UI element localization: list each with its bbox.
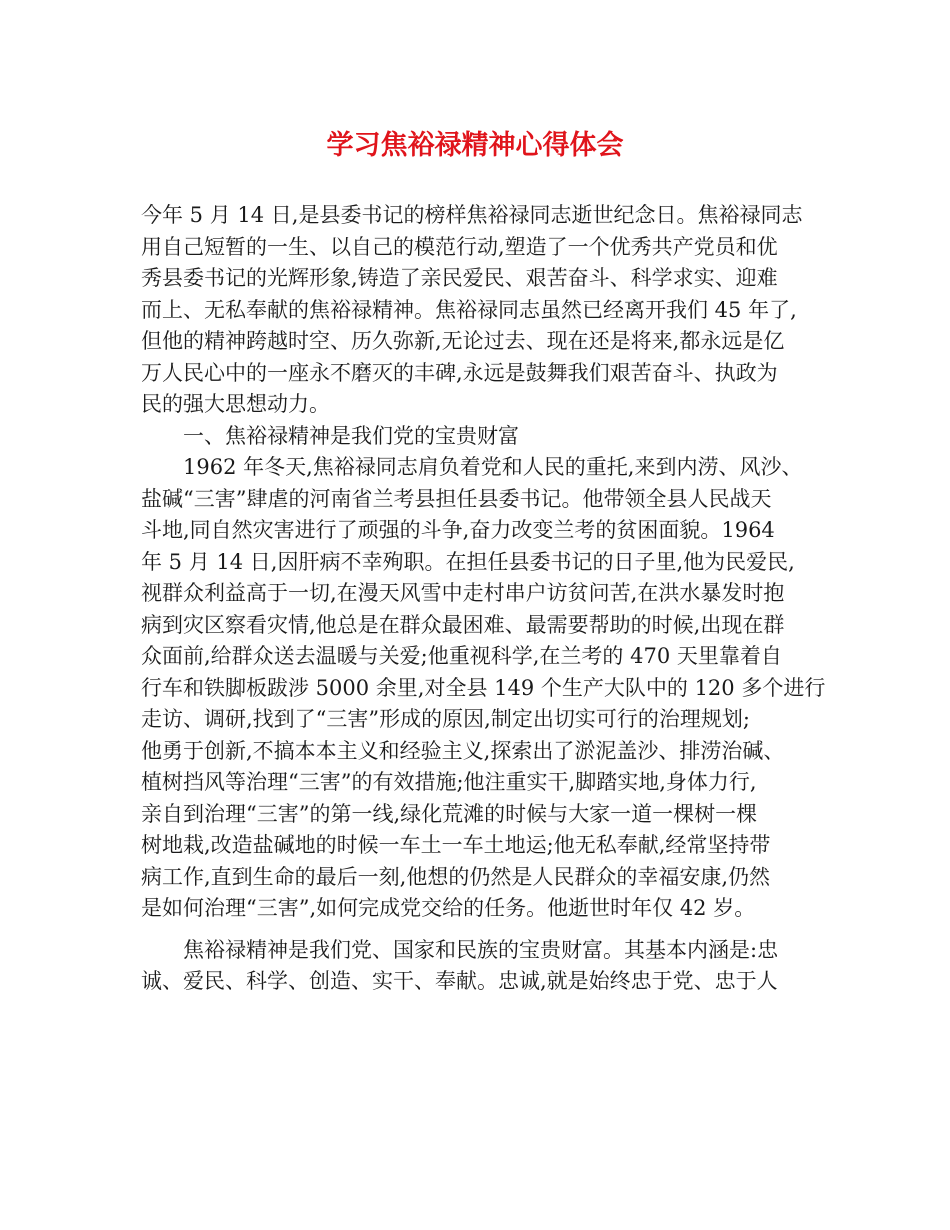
text-line: 诚、爱民、科学、创造、实干、奉献。忠诚,就是始终忠于党、忠于人 [141,969,778,993]
section-heading: 一、焦裕禄精神是我们党的宝贵财富 [183,423,519,448]
text-line: 视群众利益高于一切,在漫天风雪中走村串户访贫问苦,在洪水暴发时抱 [141,581,785,605]
text-line: 万人民心中的一座永不磨灭的丰碑,永远是鼓舞我们艰苦奋斗、执政为 [141,360,778,385]
document-body [141,200,826,998]
text-line: 秀县委书记的光辉形象,铸造了亲民爱民、艰苦奋斗、科学求实、迎难 [141,266,778,290]
text-line: 树地栽,改造盐碱地的时候一车土一车土地运;他无私奉献,经常坚持带 [141,833,771,857]
text-line: 年 5 月 14 日,因肝病不幸殉职。在担任县委书记的日子里,他为民爱民, [141,549,795,574]
text-line: 而上、无私奉献的焦裕禄精神。焦裕禄同志虽然已经离开我们 45 年了, [141,297,797,322]
text-line: 今年 5 月 14 日,是县委书记的榜样焦裕禄同志逝世纪念日。焦裕禄同志 [141,203,803,227]
text-line: 用自己短暂的一生、以自己的模范行动,塑造了一个优秀共产党员和优 [141,234,778,259]
text-line: 是如何治理“三害”,如何完成党交给的任务。他逝世时年仅 42 岁。 [141,896,756,920]
document-title: 学习焦裕禄精神心得体会 [326,130,624,161]
text-line: 焦裕禄精神是我们党、国家和民族的宝贵财富。其基本内涵是:忠 [183,937,779,962]
text-line: 盐碱“三害”肆虐的河南省兰考县担任县委书记。他带领全县人民战天 [141,486,772,511]
text-line: 行车和铁脚板跋涉 5000 余里,对全县 149 个生产大队中的 120 多个进行 [141,675,826,700]
text-line: 走访、调研,找到了“三害”形成的原因,制定出切实可行的治理规划; [141,707,750,731]
text-line: 他勇于创新,不搞本本主义和经验主义,探索出了淤泥盖沙、排涝治碱、 [141,738,785,763]
text-line: 众面前,给群众送去温暖与关爱;他重视科学,在兰考的 470 天里靠着自 [141,644,782,668]
text-line: 民的强大思想动力。 [141,392,330,416]
text-line: 1962 年冬天,焦裕禄同志肩负着党和人民的重托,来到内涝、风沙、 [183,455,803,479]
text-line: 但他的精神跨越时空、历久弥新,无论过去、现在还是将来,都永远是亿 [141,329,785,353]
text-line: 病工作,直到生命的最后一刻,他想的仍然是人民群众的幸福安康,仍然 [141,864,771,889]
text-line: 斗地,同自然灾害进行了顽强的斗争,奋力改变兰考的贫困面貌。1964 [141,518,775,542]
text-line: 植树挡风等治理“三害”的有效措施;他注重实干,脚踏实地,身体力行, [141,770,757,794]
text-line: 病到灾区察看灾情,他总是在群众最困难、最需要帮助的时候,出现在群 [141,612,785,637]
text-line: 亲自到治理“三害”的第一线,绿化荒滩的时候与大家一道一棵树一棵 [141,801,758,826]
